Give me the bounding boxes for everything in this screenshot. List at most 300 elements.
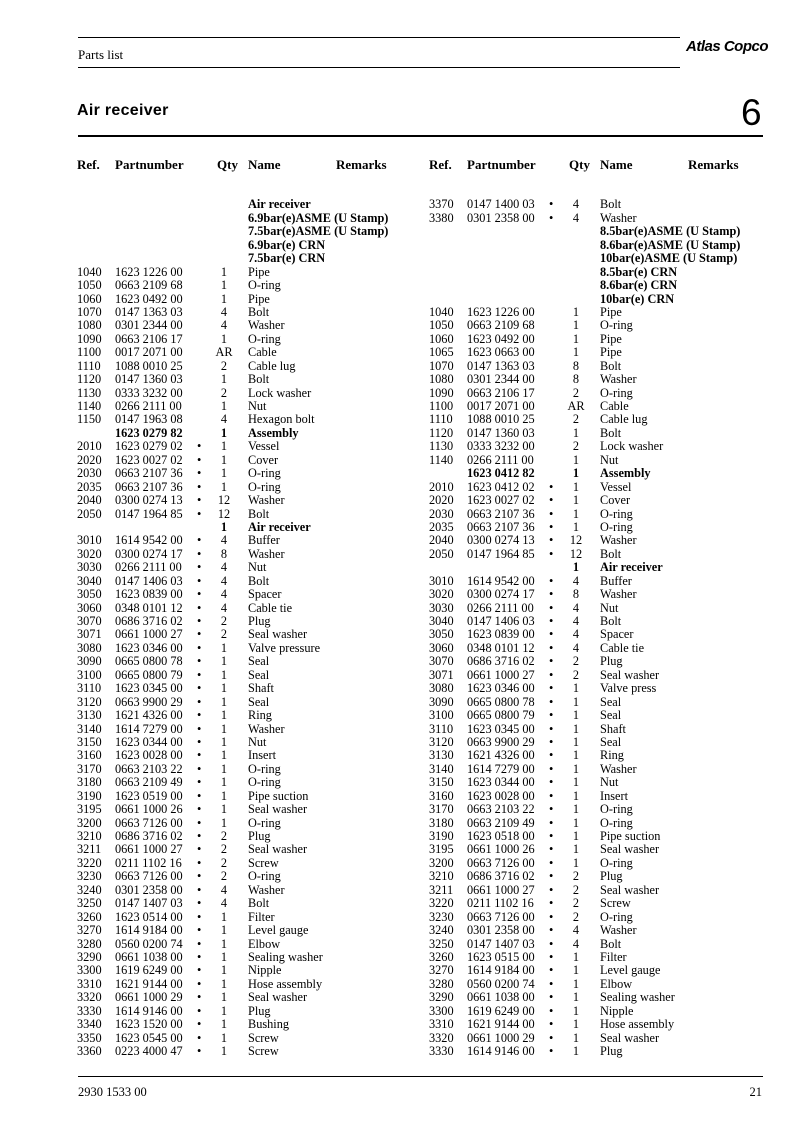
cell-ref: 3330 xyxy=(77,1003,102,1018)
cell-name: Screw xyxy=(248,1030,279,1045)
cell-qty: 1 xyxy=(572,842,580,857)
cell-ref: 2035 xyxy=(429,519,454,534)
cell-name: Seal washer xyxy=(248,842,308,857)
cell-name: Washer xyxy=(600,372,637,387)
cell-dot: • xyxy=(197,829,202,843)
cell-dot: • xyxy=(197,1017,202,1032)
cell-part: 0560 0200 74 xyxy=(467,976,535,991)
cell-part: 1621 9144 00 xyxy=(467,1017,535,1032)
cell-name: Level gauge xyxy=(600,963,661,978)
cell-part: 0147 1360 03 xyxy=(115,372,183,387)
cell-name: Bolt xyxy=(248,573,270,588)
cell-part: 0348 0101 12 xyxy=(467,640,535,655)
cell-part: 0300 0274 17 xyxy=(115,546,183,561)
cell-ref: 3030 xyxy=(429,600,454,615)
cell-name: Cable xyxy=(248,345,277,360)
cell-qty: 1 xyxy=(572,493,580,508)
cell-part: 1623 0519 00 xyxy=(115,788,183,803)
cell-qty: 4 xyxy=(220,573,228,588)
cell-ref: 3310 xyxy=(77,976,102,991)
table-row xyxy=(429,185,759,198)
cell-name: Seal washer xyxy=(600,882,660,897)
table-row xyxy=(429,454,759,467)
cell-part: 0686 3716 02 xyxy=(467,654,535,669)
cell-dot: • xyxy=(197,573,202,588)
cell-part: 1614 9146 00 xyxy=(467,1044,535,1058)
cell-part: 0266 2111 00 xyxy=(115,399,182,413)
cell-part: 1623 0345 00 xyxy=(115,681,183,696)
section-title: Air receiver xyxy=(77,102,169,119)
cell-part: 0661 1000 26 xyxy=(115,802,183,817)
cell-qty: 1 xyxy=(220,990,228,1005)
cell-part: 0300 0274 13 xyxy=(467,533,535,548)
cell-dot: • xyxy=(549,197,554,212)
cell-dot: • xyxy=(197,815,202,830)
cell-qty: 4 xyxy=(572,936,580,951)
cell-qty: 4 xyxy=(572,210,580,225)
cell-qty: 2 xyxy=(220,855,228,870)
table-row xyxy=(429,293,759,306)
table-row xyxy=(77,951,392,964)
cell-ref: 3210 xyxy=(429,869,454,884)
table-row xyxy=(77,709,392,722)
cell-ref: 3195 xyxy=(429,842,454,857)
cell-part: 1623 0345 00 xyxy=(467,721,535,736)
cell-qty: 4 xyxy=(572,627,580,642)
cell-ref: 3200 xyxy=(429,855,454,870)
cell-qty: 1 xyxy=(220,654,228,669)
cell-qty: 1 xyxy=(220,708,228,723)
cell-dot: • xyxy=(549,708,554,723)
table-row xyxy=(429,723,759,736)
table-row xyxy=(429,360,759,373)
table-row xyxy=(77,360,392,373)
cell-ref: 3320 xyxy=(429,1030,454,1045)
table-row xyxy=(429,830,759,843)
cell-ref: 3010 xyxy=(429,573,454,588)
cell-part: 1621 4326 00 xyxy=(467,748,535,763)
cell-name: Seal washer xyxy=(248,990,308,1005)
cell-name: Vessel xyxy=(248,439,280,454)
table-row xyxy=(429,776,759,789)
cell-part: 1623 0028 00 xyxy=(115,748,183,763)
cell-name: Valve press xyxy=(600,681,657,696)
cell-name: Bolt xyxy=(600,546,622,561)
cell-ref: 3220 xyxy=(77,855,102,870)
table-row xyxy=(77,938,392,951)
cell-qty: 1 xyxy=(220,519,228,534)
cell-dot: • xyxy=(549,667,554,682)
cell-dot: • xyxy=(549,829,554,843)
cell-qty: 4 xyxy=(220,318,228,333)
table-row xyxy=(77,494,392,507)
table-row xyxy=(429,225,759,238)
cell-part: 0663 9900 29 xyxy=(467,734,535,749)
cell-ref: 2020 xyxy=(77,452,102,467)
cell-part: 0147 1407 03 xyxy=(115,896,183,911)
cell-dot: • xyxy=(197,855,202,870)
cell-name: Bolt xyxy=(600,197,622,212)
cell-qty: 1 xyxy=(572,318,580,333)
cell-part: 1623 0344 00 xyxy=(115,734,183,749)
table-row xyxy=(77,642,392,655)
cell-ref: 3060 xyxy=(77,600,102,615)
cell-qty: 1 xyxy=(572,466,580,481)
cell-name: Plug xyxy=(600,869,623,884)
cell-name: 8.6bar(e) CRN xyxy=(600,278,678,293)
cell-ref: 1070 xyxy=(429,358,454,373)
table-row xyxy=(77,319,392,332)
cell-part: 0663 7126 00 xyxy=(115,815,183,830)
cell-part: 0266 2111 00 xyxy=(467,600,534,615)
cell-qty: 2 xyxy=(572,667,580,682)
cell-name: Assembly xyxy=(248,425,299,440)
table-row xyxy=(429,333,759,346)
table-row xyxy=(429,400,759,413)
cell-ref: 1120 xyxy=(77,372,102,387)
cell-part: 1623 0518 00 xyxy=(467,829,535,843)
cell-qty: 2 xyxy=(572,439,580,454)
cell-ref: 3250 xyxy=(429,936,454,951)
cell-qty: 1 xyxy=(572,345,580,360)
cell-qty: 1 xyxy=(220,399,228,413)
table-row xyxy=(77,548,392,561)
cell-part: 0147 1363 03 xyxy=(467,358,535,373)
table-row xyxy=(77,817,392,830)
cell-dot: • xyxy=(549,627,554,642)
table-row xyxy=(77,400,392,413)
table-row xyxy=(77,843,392,856)
cell-qty: 1 xyxy=(572,479,580,494)
cell-name: Cable lug xyxy=(248,358,296,373)
cell-name: Pipe xyxy=(600,304,622,319)
table-row xyxy=(77,588,392,601)
cell-qty: 8 xyxy=(572,358,580,373)
cell-ref: 3280 xyxy=(77,936,102,951)
cell-qty: 2 xyxy=(572,654,580,669)
cell-name: Nut xyxy=(248,560,267,575)
table-row xyxy=(429,212,759,225)
cell-qty: 1 xyxy=(220,425,228,440)
cell-dot: • xyxy=(197,654,202,669)
cell-qty: 1 xyxy=(572,425,580,440)
cell-dot: • xyxy=(549,842,554,857)
cell-ref: 2010 xyxy=(77,439,102,454)
cell-ref: 3040 xyxy=(77,573,102,588)
cell-name: Elbow xyxy=(600,976,633,991)
cell-name: Seal xyxy=(248,654,270,669)
table-row xyxy=(77,561,392,574)
table-row xyxy=(429,924,759,937)
cell-dot: • xyxy=(197,600,202,615)
cell-name: Seal xyxy=(248,667,270,682)
cell-dot: • xyxy=(549,923,554,938)
cell-name: Hose assembly xyxy=(600,1017,675,1032)
cell-part: 1614 7279 00 xyxy=(115,721,183,736)
table-row xyxy=(429,561,759,574)
cell-name: Bolt xyxy=(600,358,622,373)
cell-dot: • xyxy=(197,560,202,575)
table-row xyxy=(429,857,759,870)
cell-name: Nipple xyxy=(248,963,282,978)
cell-ref: 1100 xyxy=(77,345,102,360)
table-row xyxy=(77,575,392,588)
cell-qty: 1 xyxy=(220,264,228,279)
table-row xyxy=(429,964,759,977)
cell-qty: 1 xyxy=(220,761,228,776)
cell-dot: • xyxy=(549,761,554,776)
cell-dot: • xyxy=(197,466,202,481)
cell-name: 6.9bar(e) CRN xyxy=(248,237,326,252)
cell-name: Elbow xyxy=(248,936,281,951)
cell-part: 1623 0545 00 xyxy=(115,1030,183,1045)
cell-qty: 1 xyxy=(572,815,580,830)
cell-dot: • xyxy=(197,842,202,857)
cell-ref: 3071 xyxy=(77,627,102,642)
cell-part: 0333 3232 00 xyxy=(115,385,183,400)
cell-name: Valve pressure xyxy=(248,640,321,655)
header-name: Name xyxy=(248,157,281,172)
cell-part: 1623 0346 00 xyxy=(467,681,535,696)
cell-part: 0665 0800 78 xyxy=(115,654,183,669)
cell-name: Nut xyxy=(248,399,267,413)
cell-part: 1623 1520 00 xyxy=(115,1017,183,1032)
cell-name: Shaft xyxy=(248,681,274,696)
cell-part: 1623 0346 00 xyxy=(115,640,183,655)
cell-part: 0665 0800 79 xyxy=(115,667,183,682)
cell-ref: 2040 xyxy=(429,533,454,548)
cell-dot: • xyxy=(197,640,202,655)
cell-name: Nut xyxy=(248,734,267,749)
cell-dot: • xyxy=(549,546,554,561)
cell-part: 1614 9184 00 xyxy=(467,963,535,978)
cell-dot: • xyxy=(549,573,554,588)
cell-qty: 4 xyxy=(572,640,580,655)
table-row xyxy=(77,373,392,386)
cell-part: 1623 0839 00 xyxy=(115,587,183,602)
cell-name: Filter xyxy=(248,909,275,924)
table-row xyxy=(77,427,392,440)
cell-part: 0147 1963 08 xyxy=(115,412,183,427)
cell-part: 0147 1964 85 xyxy=(467,546,535,561)
column-header xyxy=(429,157,759,173)
cell-dot: • xyxy=(549,681,554,696)
cell-name: Bolt xyxy=(248,372,270,387)
table-row xyxy=(77,669,392,682)
cell-part: 0661 1000 27 xyxy=(467,667,535,682)
cell-part: 0147 1407 03 xyxy=(467,936,535,951)
table-row xyxy=(77,346,392,359)
cell-ref: 3120 xyxy=(429,734,454,749)
table-row xyxy=(429,817,759,830)
cell-ref: 3080 xyxy=(429,681,454,696)
cell-name: O-ring xyxy=(600,815,633,830)
cell-dot: • xyxy=(549,654,554,669)
cell-name: Ring xyxy=(600,748,624,763)
cell-ref: 3010 xyxy=(77,533,102,548)
cell-part: 1621 4326 00 xyxy=(115,708,183,723)
cell-dot: • xyxy=(197,734,202,749)
table-row xyxy=(77,723,392,736)
cell-ref: 1130 xyxy=(77,385,102,400)
cell-ref: 1140 xyxy=(429,452,454,467)
cell-name: Seal washer xyxy=(248,802,308,817)
table-row xyxy=(429,1032,759,1045)
cell-dot: • xyxy=(549,587,554,602)
cell-part: 0017 2071 00 xyxy=(467,399,535,413)
cell-qty: 1 xyxy=(572,748,580,763)
cell-name: Bolt xyxy=(248,506,270,521)
table-row xyxy=(429,467,759,480)
cell-dot: • xyxy=(549,506,554,521)
cell-part: 1623 0027 02 xyxy=(467,493,535,508)
cell-part: 0663 9900 29 xyxy=(115,694,183,709)
cell-qty: 1 xyxy=(572,560,580,575)
cell-part: 0300 0274 13 xyxy=(115,493,183,508)
cell-dot: • xyxy=(197,923,202,938)
cell-ref: 3170 xyxy=(77,761,102,776)
cell-ref: 3180 xyxy=(77,775,102,790)
cell-qty: 4 xyxy=(220,882,228,897)
cell-dot: • xyxy=(549,882,554,897)
cell-qty: 4 xyxy=(220,600,228,615)
cell-qty: 1 xyxy=(220,748,228,763)
cell-qty: 1 xyxy=(572,519,580,534)
cell-name: O-ring xyxy=(248,815,281,830)
cell-qty: 1 xyxy=(572,1017,580,1032)
cell-name: O-ring xyxy=(248,479,281,494)
table-row xyxy=(77,279,392,292)
cell-ref: 1140 xyxy=(77,399,102,413)
table-row xyxy=(77,628,392,641)
cell-name: Washer xyxy=(600,923,637,938)
table-row xyxy=(429,440,759,453)
cell-name: Shaft xyxy=(600,721,626,736)
cell-ref: 3070 xyxy=(77,614,102,628)
cell-name: Sealing washer xyxy=(600,990,675,1005)
cell-name: Cable tie xyxy=(600,640,645,655)
cell-qty: 1 xyxy=(220,1003,228,1018)
cell-ref: 3240 xyxy=(429,923,454,938)
cell-dot: • xyxy=(197,1003,202,1018)
cell-qty: 1 xyxy=(220,976,228,991)
table-row xyxy=(77,897,392,910)
cell-name: Buffer xyxy=(248,533,280,548)
header-remarks: Remarks xyxy=(688,157,739,172)
doc-label: Parts list xyxy=(78,47,124,62)
cell-name: O-ring xyxy=(600,855,633,870)
cell-qty: 4 xyxy=(220,896,228,911)
cell-ref: 3320 xyxy=(77,990,102,1005)
cell-part: 1623 0663 00 xyxy=(467,345,535,360)
cell-ref: 3195 xyxy=(77,802,102,817)
cell-qty: 4 xyxy=(220,560,228,575)
cell-name: Plug xyxy=(248,829,271,843)
cell-qty: 4 xyxy=(572,600,580,615)
cell-qty: 2 xyxy=(572,869,580,884)
cell-qty: 2 xyxy=(572,385,580,400)
cell-part: 0301 2358 00 xyxy=(115,882,183,897)
cell-ref: 2020 xyxy=(429,493,454,508)
cell-qty: 1 xyxy=(572,506,580,521)
table-row xyxy=(77,615,392,628)
table-row xyxy=(429,870,759,883)
cell-name: Spacer xyxy=(248,587,282,602)
cell-name: Plug xyxy=(600,1044,623,1058)
cell-dot: • xyxy=(197,479,202,494)
cell-name: O-ring xyxy=(248,869,281,884)
cell-part: 0661 1000 27 xyxy=(467,882,535,897)
table-row xyxy=(429,508,759,521)
cell-dot: • xyxy=(197,627,202,642)
table-row xyxy=(429,521,759,534)
cell-part: 0661 1000 26 xyxy=(467,842,535,857)
cell-qty: 1 xyxy=(572,681,580,696)
table-row xyxy=(77,521,392,534)
cell-part: 0147 1406 03 xyxy=(115,573,183,588)
cell-name: Bolt xyxy=(600,425,622,440)
table-row xyxy=(77,306,392,319)
table-row xyxy=(429,682,759,695)
cell-ref: 3160 xyxy=(429,788,454,803)
cell-part: 1619 6249 00 xyxy=(467,1003,535,1018)
cell-name: Air receiver xyxy=(600,560,663,575)
cell-dot: • xyxy=(549,734,554,749)
cell-part: 1623 0027 02 xyxy=(115,452,183,467)
cell-qty: 1 xyxy=(572,1044,580,1058)
cell-qty: 2 xyxy=(220,627,228,642)
document-number: 2930 1533 00 xyxy=(78,1085,147,1099)
cell-ref: 3060 xyxy=(429,640,454,655)
cell-ref: 1090 xyxy=(77,331,102,346)
cell-ref: 3260 xyxy=(429,949,454,964)
cell-part: 0266 2111 00 xyxy=(467,452,534,467)
cell-part: 0663 2107 36 xyxy=(115,466,183,481)
table-row xyxy=(77,454,392,467)
cell-ref: 1040 xyxy=(429,304,454,319)
cell-part: 0348 0101 12 xyxy=(115,600,183,615)
cell-ref: 3160 xyxy=(77,748,102,763)
chapter-number: 6 xyxy=(741,92,762,133)
cell-ref: 3220 xyxy=(429,896,454,911)
cell-qty: 1 xyxy=(220,278,228,293)
cell-ref: 3300 xyxy=(429,1003,454,1018)
cell-part: 1623 0492 00 xyxy=(115,291,183,306)
cell-ref: 1120 xyxy=(429,425,454,440)
cell-qty: 1 xyxy=(220,802,228,817)
cell-ref: 1070 xyxy=(77,304,102,319)
table-row xyxy=(77,803,392,816)
cell-ref: 1065 xyxy=(429,345,454,360)
cell-ref: 1100 xyxy=(429,399,454,413)
cell-name: Hexagon bolt xyxy=(248,412,315,427)
cell-ref: 3110 xyxy=(429,721,454,736)
cell-qty: 8 xyxy=(220,546,228,561)
top-rule-lower xyxy=(78,67,680,68)
cell-ref: 3280 xyxy=(429,976,454,991)
cell-qty: 1 xyxy=(572,829,580,843)
cell-ref: 2030 xyxy=(77,466,102,481)
cell-qty: AR xyxy=(215,345,233,360)
cell-name: O-ring xyxy=(248,775,281,790)
table-row xyxy=(77,870,392,883)
cell-part: 0301 2358 00 xyxy=(467,210,535,225)
cell-name: O-ring xyxy=(600,385,633,400)
header-qty: Qty xyxy=(569,157,590,172)
cell-ref: 3071 xyxy=(429,667,454,682)
cell-part: 1623 0492 00 xyxy=(467,331,535,346)
cell-part: 1619 6249 00 xyxy=(115,963,183,978)
